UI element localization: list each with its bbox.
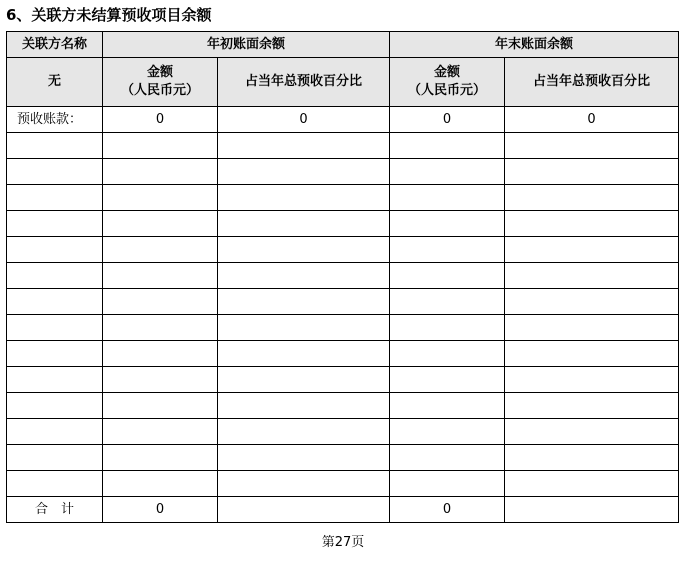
cell-begin-pct: [218, 497, 390, 523]
cell-begin-pct: [218, 159, 390, 185]
cell-begin-amount: [103, 419, 218, 445]
cell-begin-pct: [218, 133, 390, 159]
cell-begin-pct: [218, 237, 390, 263]
cell-party-name: [7, 237, 103, 263]
table-row: [7, 263, 679, 289]
cell-party-name: [7, 289, 103, 315]
header-end-balance: 年末账面余额: [390, 32, 679, 58]
cell-begin-amount: [103, 315, 218, 341]
cell-end-amount: 0: [390, 497, 505, 523]
table-row: [7, 471, 679, 497]
cell-begin-amount: [103, 237, 218, 263]
cell-party-name: [7, 315, 103, 341]
cell-end-pct: [505, 367, 679, 393]
cell-begin-amount: 0: [103, 497, 218, 523]
cell-end-pct: [505, 419, 679, 445]
cell-begin-pct: [218, 289, 390, 315]
cell-end-pct: 0: [505, 107, 679, 133]
cell-begin-amount: 0: [103, 107, 218, 133]
header-end-pct: 占当年总预收百分比: [505, 58, 679, 107]
table-row: [7, 133, 679, 159]
cell-begin-pct: [218, 367, 390, 393]
cell-end-amount: [390, 367, 505, 393]
cell-begin-amount: [103, 263, 218, 289]
header-begin-balance: 年初账面余额: [103, 32, 390, 58]
cell-end-amount: 0: [390, 107, 505, 133]
cell-party-name: 预收账款：: [7, 107, 103, 133]
table-row: [7, 211, 679, 237]
cell-party-name: [7, 419, 103, 445]
header-amount-unit: （人民币元）: [408, 83, 487, 98]
cell-end-pct: [505, 471, 679, 497]
cell-begin-pct: [218, 419, 390, 445]
header-end-amount: [390, 58, 505, 107]
cell-begin-amount: [103, 185, 218, 211]
header-row-1: [7, 32, 679, 58]
table-row: [7, 107, 679, 133]
cell-begin-pct: [218, 471, 390, 497]
cell-end-pct: [505, 159, 679, 185]
cell-end-amount: [390, 185, 505, 211]
cell-end-pct: [505, 237, 679, 263]
cell-end-amount: [390, 419, 505, 445]
header-begin-amount: [103, 58, 218, 107]
cell-end-amount: [390, 471, 505, 497]
cell-party-name: [7, 263, 103, 289]
cell-end-amount: [390, 211, 505, 237]
cell-begin-amount: [103, 211, 218, 237]
cell-end-pct: [505, 263, 679, 289]
cell-end-pct: [505, 445, 679, 471]
cell-begin-pct: [218, 445, 390, 471]
cell-party-name: [7, 211, 103, 237]
cell-end-amount: [390, 393, 505, 419]
cell-begin-pct: 0: [218, 107, 390, 133]
cell-begin-pct: [218, 185, 390, 211]
header-begin-pct: 占当年总预收百分比: [218, 58, 390, 107]
cell-end-pct: [505, 393, 679, 419]
cell-end-pct: [505, 133, 679, 159]
balance-table: [6, 31, 679, 523]
cell-end-pct: [505, 315, 679, 341]
cell-end-pct: [505, 341, 679, 367]
cell-party-name: [7, 393, 103, 419]
cell-end-pct: [505, 185, 679, 211]
table-row: [7, 315, 679, 341]
cell-begin-pct: [218, 263, 390, 289]
table-row: [7, 185, 679, 211]
header-party-value: 无: [7, 58, 103, 107]
cell-end-amount: [390, 133, 505, 159]
page-title: 6、关联方未结算预收项目余额: [6, 6, 212, 24]
cell-party-name: [7, 471, 103, 497]
cell-party-name: 合 计: [7, 497, 103, 523]
table-row: [7, 367, 679, 393]
cell-end-amount: [390, 289, 505, 315]
cell-begin-amount: [103, 445, 218, 471]
cell-begin-pct: [218, 315, 390, 341]
table-row: [7, 341, 679, 367]
cell-end-pct: [505, 289, 679, 315]
header-party: 关联方名称: [7, 32, 103, 58]
table-row: [7, 393, 679, 419]
cell-begin-amount: [103, 159, 218, 185]
table-row: [7, 419, 679, 445]
cell-party-name: [7, 341, 103, 367]
cell-begin-pct: [218, 341, 390, 367]
total-row: [7, 497, 679, 523]
cell-party-name: [7, 133, 103, 159]
cell-begin-amount: [103, 289, 218, 315]
cell-begin-amount: [103, 133, 218, 159]
header-row-2: [7, 58, 679, 107]
cell-party-name: [7, 367, 103, 393]
table-row: [7, 159, 679, 185]
cell-begin-amount: [103, 471, 218, 497]
cell-end-amount: [390, 237, 505, 263]
cell-begin-amount: [103, 341, 218, 367]
table-row: [7, 237, 679, 263]
page-number: 第27页: [321, 535, 365, 550]
cell-begin-pct: [218, 393, 390, 419]
cell-party-name: [7, 185, 103, 211]
cell-begin-amount: [103, 367, 218, 393]
cell-end-amount: [390, 341, 505, 367]
cell-begin-pct: [218, 211, 390, 237]
table-row: [7, 289, 679, 315]
cell-party-name: [7, 445, 103, 471]
cell-end-amount: [390, 445, 505, 471]
cell-end-amount: [390, 159, 505, 185]
cell-party-name: [7, 159, 103, 185]
cell-begin-amount: [103, 393, 218, 419]
header-amount-unit: （人民币元）: [120, 83, 199, 98]
table-row: [7, 445, 679, 471]
header-amount-label: 金额: [146, 65, 173, 80]
cell-end-amount: [390, 315, 505, 341]
header-amount-label: 金额: [434, 65, 461, 80]
cell-end-pct: [505, 497, 679, 523]
cell-end-amount: [390, 263, 505, 289]
cell-end-pct: [505, 211, 679, 237]
